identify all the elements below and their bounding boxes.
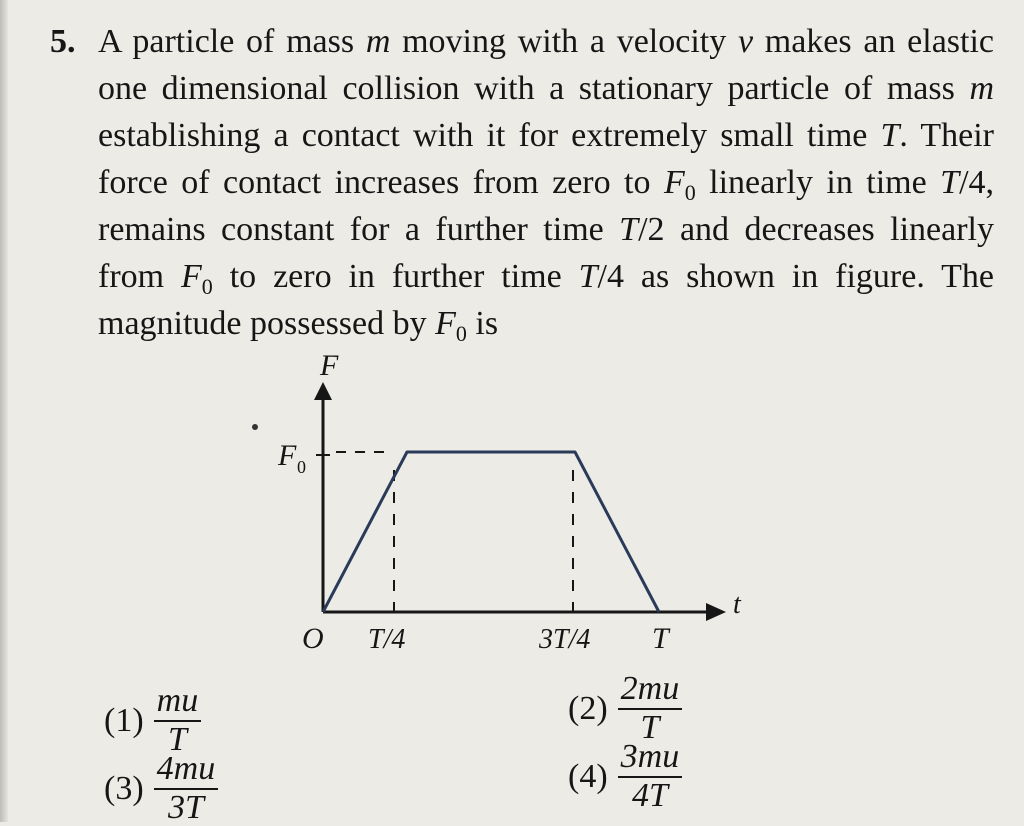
question-text: A particle of mass m moving with a velocity v makes an elastic one dimensional collision with a stationary particle of mass m establishing a contact with it for extremely small time T. Their force of contact increases from zero to $F_0$ linearly in time T/4, remains constant for a further time T/2 and decreases linearly from $F_0$ to zero in further time T/4 as shown in figure. The magnitude possessed by $F_0$ is: [98, 23, 995, 346]
y-axis-label: F: [320, 349, 339, 382]
option-2-denominator: T: [640, 709, 660, 746]
origin-label: O: [302, 622, 324, 655]
option-1-numerator: mu: [154, 684, 202, 722]
option-4[interactable]: [568, 740, 682, 813]
f0-label: F: [278, 439, 297, 472]
f0-label-subscript: 0: [297, 457, 306, 477]
option-3-number: (3): [104, 769, 144, 807]
option-4-numerator: 3mu: [618, 740, 683, 778]
x-axis-label: t: [733, 589, 741, 620]
option-2-number: (2): [568, 689, 608, 727]
tick-label-t-three-quarter: 3T/4: [539, 624, 591, 655]
option-3-denominator: 3T: [167, 789, 204, 826]
option-3-numerator: 4mu: [154, 752, 219, 790]
tick-label-t: T: [652, 622, 669, 655]
question-number: 5.: [50, 23, 76, 60]
force-profile-line: [323, 452, 659, 612]
option-4-fraction: [618, 740, 683, 813]
option-4-number: (4): [568, 757, 608, 795]
option-1[interactable]: [104, 684, 201, 757]
tick-label-t-quarter: T/4: [368, 624, 406, 655]
option-3-fraction: [154, 752, 219, 825]
option-1-fraction: [154, 684, 202, 757]
option-4-denominator: 4T: [631, 777, 668, 814]
x-axis-arrowhead: [706, 603, 726, 621]
option-2-fraction: [618, 672, 683, 745]
option-1-number: (1): [104, 701, 144, 739]
y-axis-arrowhead: [314, 382, 332, 400]
option-3[interactable]: [104, 752, 218, 825]
option-2[interactable]: [568, 672, 682, 745]
option-1-denominator: T: [167, 721, 187, 758]
option-2-numerator: 2mu: [618, 672, 683, 710]
